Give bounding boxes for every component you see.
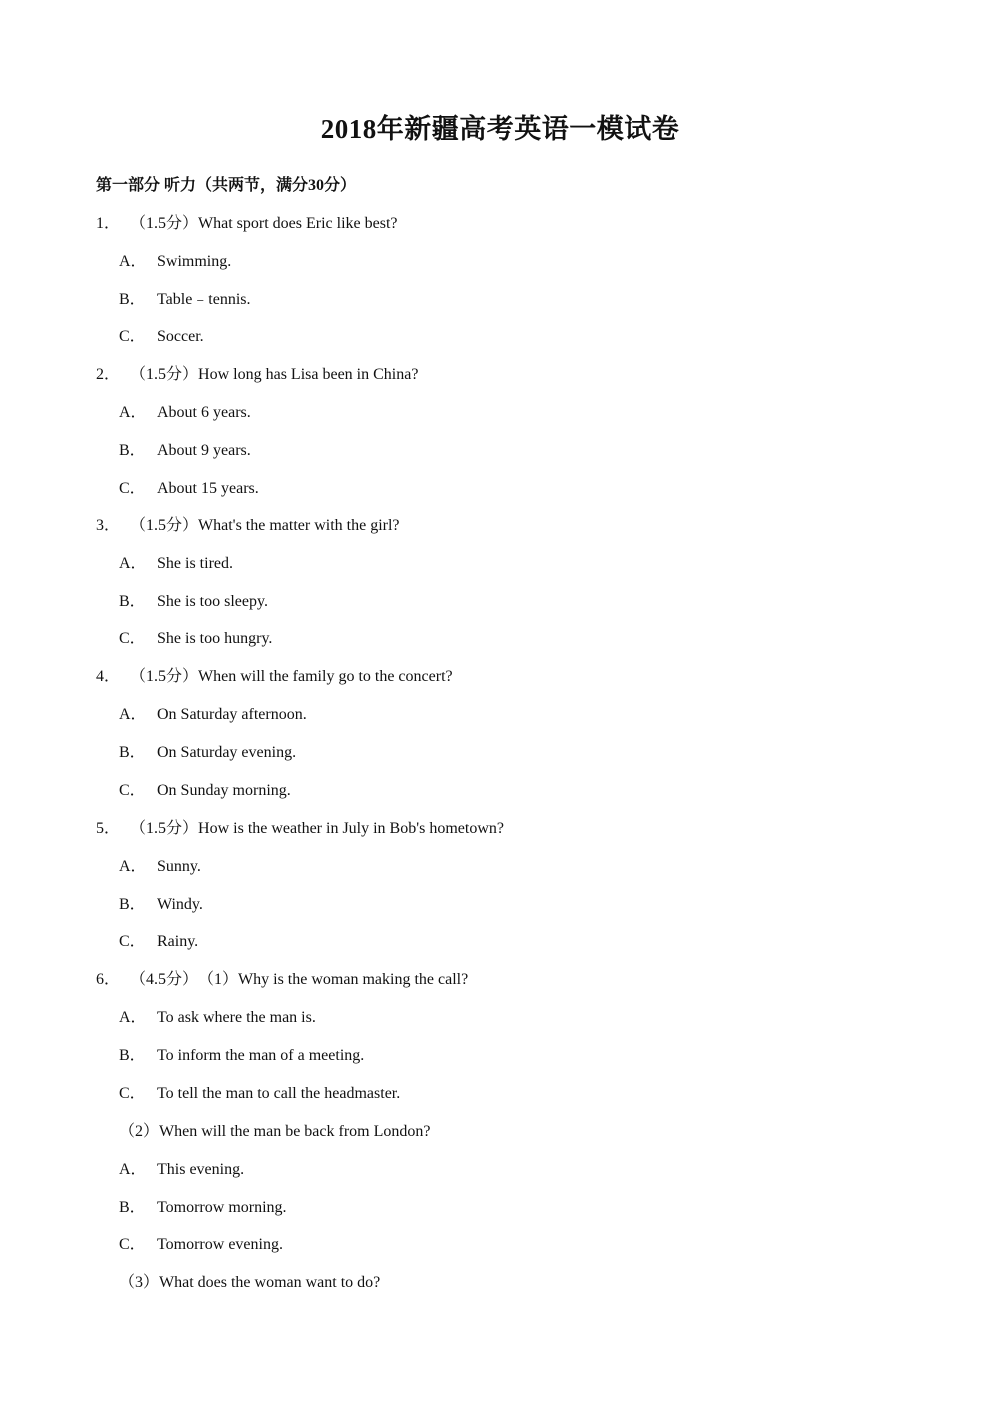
option-text: She is tired. [157,555,233,572]
option-6-2a [119,1160,244,1180]
question-stem: How long has Lisa been in China? [198,366,419,383]
question-stem: What's the matter with the girl? [198,517,400,534]
option-text: Soccer. [157,328,204,345]
question-number: 5． [96,820,121,837]
option-1a [119,252,231,272]
option-letter: A． [119,253,147,270]
question-points: （1.5分） [130,517,199,534]
question-number: 3． [96,517,121,534]
option-text: Swimming. [157,253,232,270]
option-text: This evening. [157,1161,245,1178]
option-letter: A． [119,1161,147,1178]
question-stem: How is the weather in July in Bob's hometown? [198,820,504,837]
option-letter: C． [119,480,146,497]
option-letter: B． [119,1199,146,1216]
option-letter: B． [119,896,146,913]
option-5a [119,857,201,877]
option-text: To ask where the man is. [157,1009,316,1026]
option-text: To tell the man to call the headmaster. [157,1085,401,1102]
option-letter: C． [119,933,146,950]
option-letter: A． [119,706,147,723]
option-letter: C． [119,1085,146,1102]
subquestion-6-3: （3）What does the woman want to do? [119,1274,381,1291]
option-3b [119,592,268,612]
option-2a [119,403,251,423]
question-number: 1． [96,215,121,232]
question-points: （1.5分） [130,366,199,383]
option-6-1b [119,1046,364,1066]
option-letter: B． [119,442,146,459]
option-letter: B． [119,1047,146,1064]
option-letter: B． [119,593,146,610]
option-text: On Saturday evening. [157,744,297,761]
option-text: Sunny. [157,858,201,875]
option-letter: B． [119,291,146,308]
option-5c [119,932,198,952]
option-text: Tomorrow morning. [157,1199,287,1216]
option-text: About 9 years. [157,442,251,459]
option-6-2c [119,1235,283,1255]
option-1c [119,327,204,347]
question-points: （1.5分） [130,215,199,232]
question-number: 6． [96,971,121,988]
option-text: Table﹣tennis. [157,291,251,308]
option-text: She is too sleepy. [157,593,268,610]
question-4 [96,667,453,687]
option-6-2b [119,1198,287,1218]
option-text: Rainy. [157,933,199,950]
question-stem: （1）Why is the woman making the call? [198,971,469,988]
option-text: She is too hungry. [157,630,273,647]
question-points: （1.5分） [130,668,199,685]
option-letter: A． [119,555,147,572]
question-points: （1.5分） [130,820,199,837]
option-letter: C． [119,1236,146,1253]
question-points: （4.5分） [130,971,199,988]
question-6 [96,970,468,990]
option-6-1c [119,1084,400,1104]
option-text: To inform the man of a meeting. [157,1047,365,1064]
option-text: Windy. [157,896,203,913]
option-3a [119,554,233,574]
option-1b [119,290,251,310]
option-5b [119,895,203,915]
option-text: On Sunday morning. [157,782,291,799]
option-4b [119,743,296,763]
option-text: About 6 years. [157,404,251,421]
option-letter: A． [119,858,147,875]
option-letter: C． [119,782,146,799]
option-4a [119,705,307,725]
option-text: On Saturday afternoon. [157,706,307,723]
question-3 [96,516,400,536]
subquestion-6-2: （2）When will the man be back from London? [119,1123,431,1140]
option-2b [119,441,251,461]
section-heading: 第一部分 听力（共两节，满分30分） [96,177,357,194]
option-text: Tomorrow evening. [157,1236,283,1253]
question-stem: What sport does Eric like best? [198,215,398,232]
option-letter: A． [119,1009,147,1026]
option-letter: B． [119,744,146,761]
question-stem: When will the family go to the concert? [198,668,453,685]
option-3c [119,629,272,649]
option-4c [119,781,291,801]
option-letter: C． [119,328,146,345]
question-1 [96,214,398,234]
option-text: About 15 years. [157,480,259,497]
question-number: 2． [96,366,121,383]
option-letter: A． [119,404,147,421]
question-2 [96,365,418,385]
option-letter: C． [119,630,146,647]
question-number: 4． [96,668,121,685]
page-title: 2018年新疆高考英语一模试卷 [320,114,680,144]
option-2c [119,479,259,499]
option-6-1a [119,1008,316,1028]
question-5 [96,819,504,839]
